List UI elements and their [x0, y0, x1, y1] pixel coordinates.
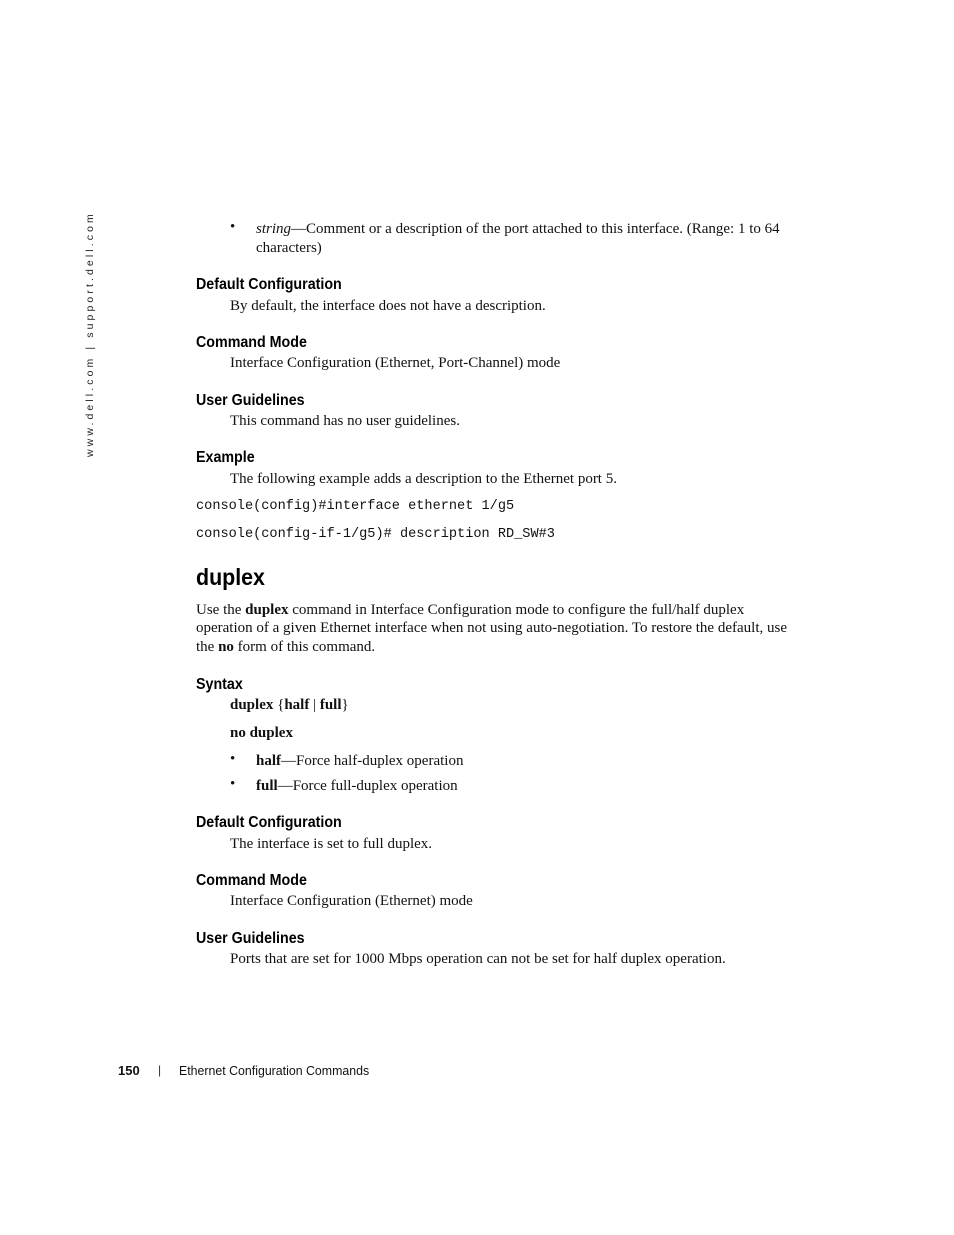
- bullet-string-line2: characters): [256, 240, 322, 256]
- example-text: The following example adds a description to the Ethernet port 5.: [230, 471, 617, 487]
- bullet-icon: •: [230, 751, 236, 767]
- intro-line2: operation of a given Ethernet interface when not using auto-negotiation. To restore the default, use: [196, 620, 787, 636]
- default-configuration-text: The interface is set to full duplex.: [230, 836, 433, 852]
- bullet-desc: —Force half-duplex operation: [281, 753, 464, 769]
- intro-text: the: [196, 639, 219, 655]
- syntax-bullet: [256, 777, 458, 796]
- syntax-punct: {: [273, 697, 285, 713]
- syntax-keyword: full: [319, 697, 342, 713]
- heading-user-guidelines: User Guidelines: [196, 930, 305, 947]
- side-url: www.dell.com | support.dell.com: [84, 211, 96, 457]
- syntax-bullet: [256, 752, 463, 771]
- intro-line3: [196, 638, 375, 657]
- bullet-term: full: [256, 778, 278, 794]
- bullet-desc: —Comment or a description of the port attached to this interface. (Range: 1 to 64: [291, 221, 780, 237]
- bullet-icon: •: [230, 776, 236, 792]
- command-mode-text: Interface Configuration (Ethernet) mode: [230, 893, 473, 909]
- code-line: console(config)#interface ethernet 1/g5: [196, 499, 515, 514]
- intro-keyword: no: [218, 639, 234, 655]
- user-guidelines-text: This command has no user guidelines.: [230, 413, 460, 429]
- command-mode-text: Interface Configuration (Ethernet, Port-Channel) mode: [230, 355, 561, 371]
- intro-text: command in Interface Configuration mode to configure the full/half duplex: [288, 602, 745, 618]
- syntax-punct: }: [341, 697, 349, 713]
- heading-example: Example: [196, 449, 255, 466]
- bullet-string-line1: [256, 220, 780, 239]
- syntax-keyword: half: [284, 697, 310, 713]
- heading-default-configuration: Default Configuration: [196, 814, 342, 831]
- syntax-keyword: no duplex: [230, 725, 293, 741]
- bullet-icon: •: [230, 219, 236, 235]
- bullet-desc: —Force full-duplex operation: [277, 778, 458, 794]
- bullet-term: string: [256, 221, 292, 237]
- user-guidelines-text: Ports that are set for 1000 Mbps operation can not be set for half duplex operation.: [230, 951, 726, 967]
- code-line: console(config-if-1/g5)# description RD_SW#3: [196, 527, 555, 542]
- intro-command: duplex: [245, 602, 289, 618]
- syntax-command: [230, 696, 349, 715]
- syntax-punct: |: [309, 697, 320, 713]
- syntax-no-command: [230, 724, 293, 743]
- intro-text: form of this command.: [233, 639, 376, 655]
- footer-separator: |: [158, 1063, 162, 1077]
- page-number: 150: [118, 1063, 140, 1078]
- intro-line1: [196, 601, 744, 620]
- syntax-keyword: duplex: [230, 697, 274, 713]
- heading-syntax: Syntax: [196, 676, 243, 693]
- heading-command-mode: Command Mode: [196, 872, 307, 889]
- bullet-term: half: [256, 753, 282, 769]
- default-configuration-text: By default, the interface does not have a description.: [230, 298, 546, 314]
- section-title: duplex: [196, 564, 265, 590]
- heading-command-mode: Command Mode: [196, 334, 307, 351]
- intro-text: Use the: [196, 602, 246, 618]
- heading-user-guidelines: User Guidelines: [196, 392, 305, 409]
- footer-section-title: Ethernet Configuration Commands: [179, 1063, 370, 1078]
- heading-default-configuration: Default Configuration: [196, 276, 342, 293]
